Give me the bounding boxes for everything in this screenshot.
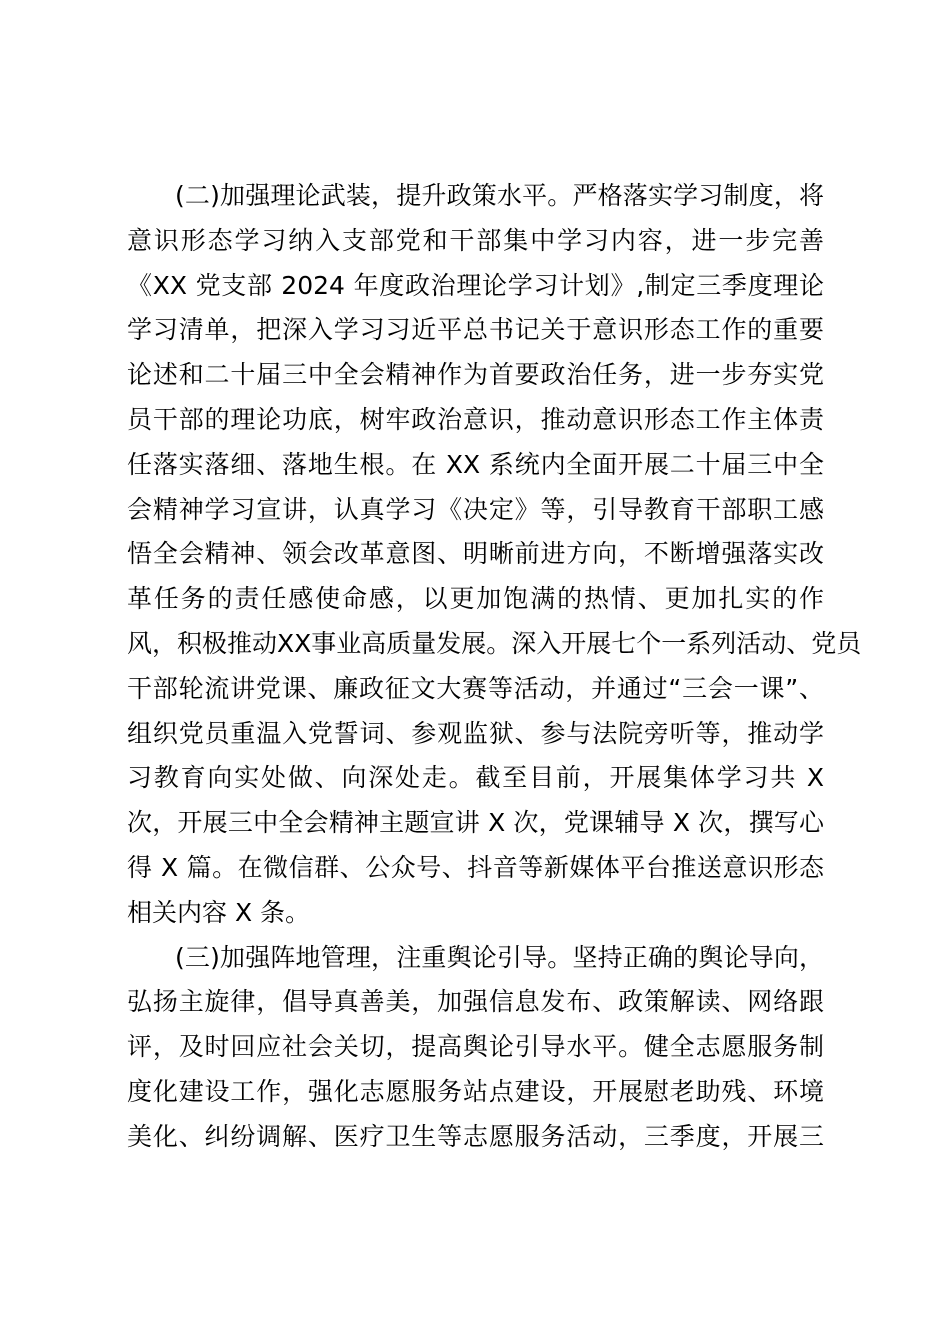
paragraph-line: 相关内容 X 条。 <box>127 897 311 927</box>
paragraph-line: 次，开展三中全会精神主题宣讲 X 次，党课辅导 X 次，撰写心 <box>127 808 824 838</box>
paragraph-line: (三)加强阵地管理，注重舆论引导。坚持正确的舆论导向， <box>175 942 824 972</box>
paragraph-line: 习教育向实处做、向深处走。截至目前，开展集体学习共 X <box>127 763 824 793</box>
paragraph-section-3 <box>127 936 824 1160</box>
document-body <box>127 174 862 1160</box>
paragraph-line: (二)加强理论武装，提升政策水平。严格落实学习制度，将 <box>175 181 824 210</box>
paragraph-line: 员干部的理论功底，树牢政治意识，推动意识形态工作主体责 <box>127 404 824 434</box>
paragraph-line: 得 X 篇。在微信群、公众号、抖音等新媒体平台推送意识形态 <box>127 852 824 882</box>
paragraph-line: 弘扬主旋律，倡导真善美，加强信息发布、政策解读、网络跟 <box>127 987 824 1017</box>
paragraph-line: 度化建设工作，强化志愿服务站点建设，开展慰老助残、环境 <box>127 1076 824 1106</box>
paragraph-line: 《XX 党支部 2024 年度政治理论学习计划》,制定三季度理论 <box>127 270 824 300</box>
paragraph-line: 意识形态学习纳入支部党和干部集中学习内容，进一步完善 <box>127 225 824 255</box>
paragraph-line: 干部轮流讲党课、廉政征文大赛等活动，并通过“三会一课”、 <box>127 673 824 703</box>
paragraph-line: 学习清单，把深入学习习近平总书记关于意识形态工作的重要 <box>127 315 824 345</box>
paragraph-line: 会精神学习宣讲，认真学习《决定》等，引导教育干部职工感 <box>127 494 824 524</box>
paragraph-line: 革任务的责任感使命感，以更加饱满的热情、更加扎实的作 <box>127 584 824 614</box>
paragraph-line: 论述和二十届三中全会精神作为首要政治任务，进一步夯实党 <box>127 360 824 390</box>
paragraph-line: 组织党员重温入党誓词、参观监狱、参与法院旁听等，推动学 <box>127 718 824 748</box>
paragraph-line: 悟全会精神、领会改革意图、明晰前进方向，不断增强落实改 <box>127 539 824 569</box>
paragraph-line: 评，及时回应社会关切，提高舆论引导水平。健全志愿服务制 <box>127 1032 824 1062</box>
paragraph-line: 美化、纠纷调解、医疗卫生等志愿服务活动，三季度，开展三 <box>127 1121 824 1151</box>
paragraph-line: 风，积极推动XX事业高质量发展。深入开展七个一系列活动、党员 <box>127 628 862 658</box>
paragraph-line: 任落实落细、落地生根。在 XX 系统内全面开展二十届三中全 <box>127 449 824 479</box>
paragraph-section-2 <box>127 174 862 936</box>
